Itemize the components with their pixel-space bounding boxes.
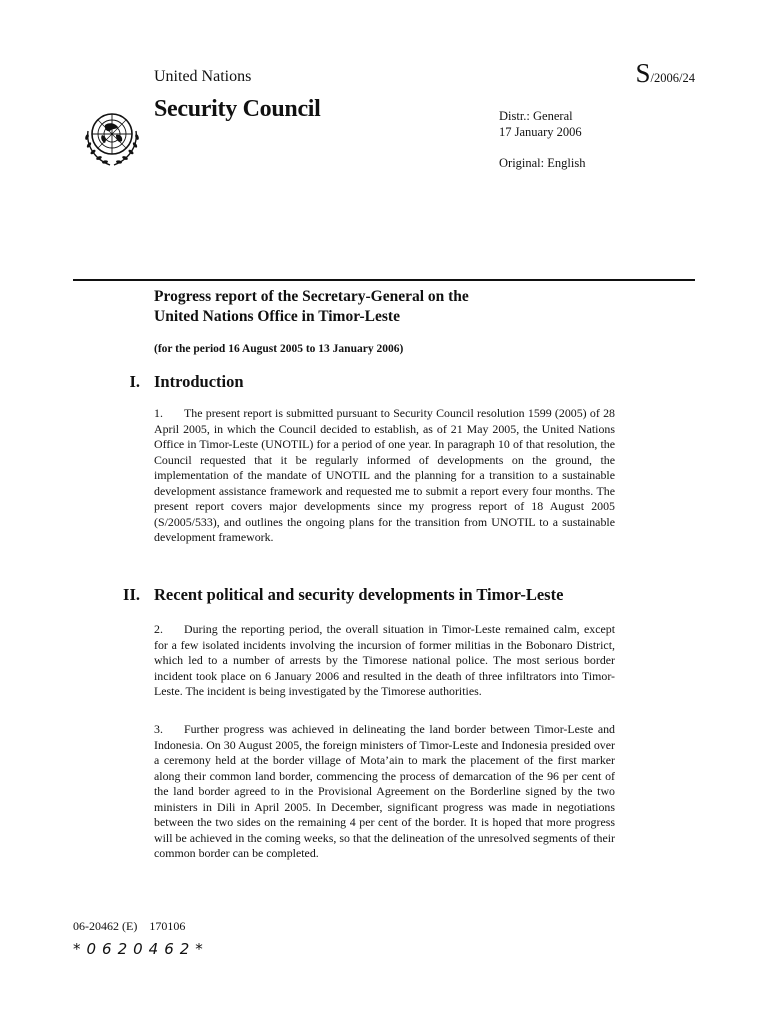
paragraph-text: During the reporting period, the overall situation in Timor-Leste remained calm, except for a few isolated incidents involving the incursion of former militias in the Bobonaro District, which led to a number of arrests by the Timorese national police. The most serious border incident took place on 6 January 2006 and resulted in the death of three infiltrators into Timor-Leste. The incident is being investigated by the Timorese authorities. [154,622,615,698]
report-title-line-2: United Nations Office in Timor-Leste [154,308,400,325]
symbol-suffix: /2006/24 [650,71,695,85]
distribution-block [499,109,582,140]
header-rule [73,279,695,281]
paragraph-number: 3. [154,722,163,736]
symbol-prefix: S [635,58,651,88]
distribution: Distr.: General [499,109,573,123]
document-symbol [636,58,695,89]
paragraph-number: 2. [154,622,163,636]
paragraph-number: 1. [154,406,163,420]
section-number: II. [123,585,140,604]
council-title: Security Council [154,96,321,122]
section-heading: Recent political and security developments in Timor-Leste [154,585,564,604]
report-title [154,287,469,327]
report-period: (for the period 16 August 2005 to 13 January 2006) [154,343,404,355]
report-title-line-1: Progress report of the Secretary-General on the [154,288,469,305]
section-number: I. [129,372,140,391]
paragraph-text: The present report is submitted pursuant to Security Council resolution 1599 (2005) of 28 April 2005, in which the Council decided to establish, as of 21 May 2005, the United Nations Office in Timor-Leste (UNOTIL) for a period of one year. In paragraph 10 of that resolution, the Council requested that it be regularly informed of developments on the ground, the implementation of the mandate of UNOTIL and the planning for a transition to a sustainable development assistance framework and requested me to submit a report every four months. The present report covers major developments since my progress report of 18 August 2005 (S/2005/533), and outlines the ongoing plans for the transition from UNOTIL to a sustainable development framework. [154,406,615,544]
barcode-text: *0620462* [73,940,209,958]
document-date: 17 January 2006 [499,124,582,139]
un-emblem-icon [76,101,148,173]
paragraph [154,622,615,700]
paragraph [154,722,615,862]
job-number: 06-20462 (E) 170106 [73,919,186,933]
organization-name: United Nations [154,68,252,85]
original-language: Original: English [499,156,586,170]
paragraph [154,406,615,546]
section-heading: Introduction [154,372,244,391]
paragraph-text: Further progress was achieved in delineating the land border between Timor-Leste and Indonesia. On 30 August 2005, the foreign ministers of Timor-Leste and Indonesia presided over a ceremony held at the border village of Mota’ain to mark the placement of the first marker along their common land border, commencing the process of demarcation of the 96 per cent of the land border agreed to in the Provisional Agreement on the Borderline signed by the two ministers in Dili in April 2005. In December, significant progress was made in negotiations between the two sides on the remaining 4 per cent of the border. It is hoped that more progress will be achieved in the coming weeks, so that the delineation of the unresolved segments of their common border can be completed. [154,722,615,860]
